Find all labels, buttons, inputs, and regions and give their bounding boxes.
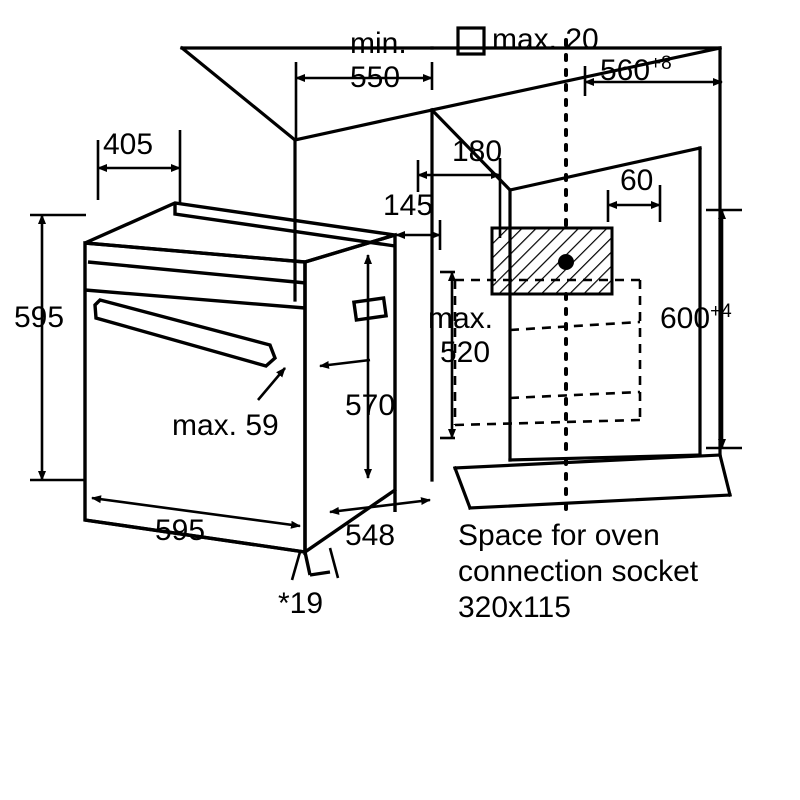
label-180: 180 xyxy=(452,135,503,168)
label-max-520: 520 xyxy=(440,336,491,369)
socket-note-line2: connection socket xyxy=(458,555,699,588)
label-595-width: 595 xyxy=(155,514,206,547)
socket-hatch-area xyxy=(492,228,612,294)
label-star-19: *19 xyxy=(278,587,324,620)
label-560: $560^{+8}$ xyxy=(600,53,672,87)
label-max-59: max. 59 xyxy=(172,409,279,442)
label-405: 405 xyxy=(103,128,154,161)
socket-note-line3: 320x115 xyxy=(458,591,571,624)
label-600: $600^{+4}$ xyxy=(660,301,732,335)
socket-note-line1: Space for oven xyxy=(458,519,660,552)
label-60: 60 xyxy=(620,164,654,197)
label-max-word: max. xyxy=(428,302,494,335)
label-min-word: min. xyxy=(350,27,407,60)
label-548: 548 xyxy=(345,519,396,552)
label-145: 145 xyxy=(383,189,434,222)
depth-symbol-square xyxy=(458,28,484,54)
label-min-550: 550 xyxy=(350,61,401,94)
label-max-20: max. 20 xyxy=(492,23,599,56)
label-595-height: 595 xyxy=(14,301,65,334)
label-570: 570 xyxy=(345,389,396,422)
